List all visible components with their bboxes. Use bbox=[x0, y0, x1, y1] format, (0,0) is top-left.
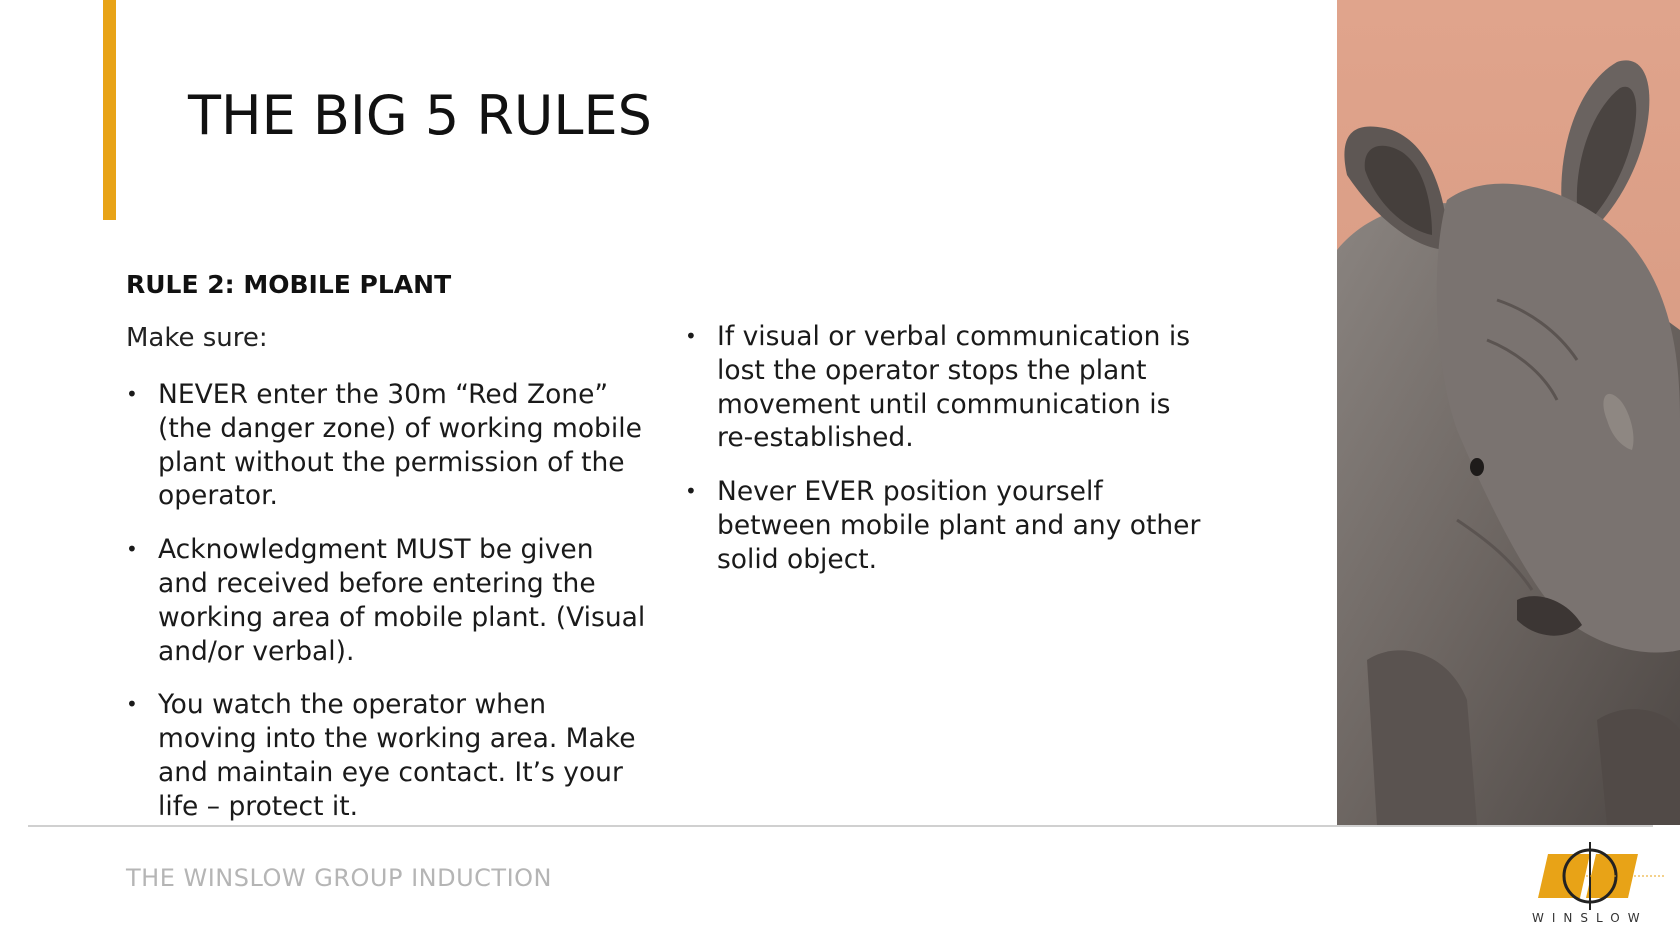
list-item bbox=[126, 533, 646, 668]
bullet-text: Never EVER position yourself between mobile plant and any other solid object. bbox=[717, 476, 1201, 575]
rule-heading: RULE 2: MOBILE PLANT bbox=[126, 270, 452, 299]
bullet-icon: • bbox=[685, 324, 697, 348]
list-item bbox=[126, 688, 646, 823]
footer-text: THE WINSLOW GROUP INDUCTION bbox=[126, 864, 553, 892]
accent-bar bbox=[103, 0, 116, 220]
bullet-text: If visual or verbal communication is lost the operator stops the plant movement until communication is re-established. bbox=[717, 321, 1191, 454]
list-item bbox=[685, 475, 1205, 576]
list-item bbox=[685, 320, 1205, 455]
bullet-text: NEVER enter the 30m “Red Zone” (the danger zone) of working mobile plant without the permission of the operator. bbox=[158, 379, 642, 512]
left-bullet-list bbox=[126, 378, 646, 844]
bullet-icon: • bbox=[126, 537, 138, 562]
bullet-icon: • bbox=[126, 382, 138, 406]
bullet-icon: • bbox=[126, 692, 138, 717]
bullet-text: Acknowledgment MUST be given and received before entering the working area of mobile plant. (Visual and/or verbal). bbox=[158, 534, 646, 667]
list-item bbox=[126, 378, 646, 513]
intro-text: Make sure: bbox=[126, 323, 268, 353]
footer-divider bbox=[28, 825, 1653, 827]
right-bullet-list bbox=[685, 320, 1205, 597]
logo-wordmark: WINSLOW bbox=[1532, 911, 1648, 925]
slide-title: THE BIG 5 RULES bbox=[188, 84, 652, 147]
rhino-photo bbox=[1337, 0, 1680, 825]
rhino-illustration bbox=[1337, 0, 1680, 825]
bullet-icon: • bbox=[685, 479, 697, 504]
bullet-text: You watch the operator when moving into the working area. Make and maintain eye contact. It’s your life – protect it. bbox=[158, 689, 636, 822]
